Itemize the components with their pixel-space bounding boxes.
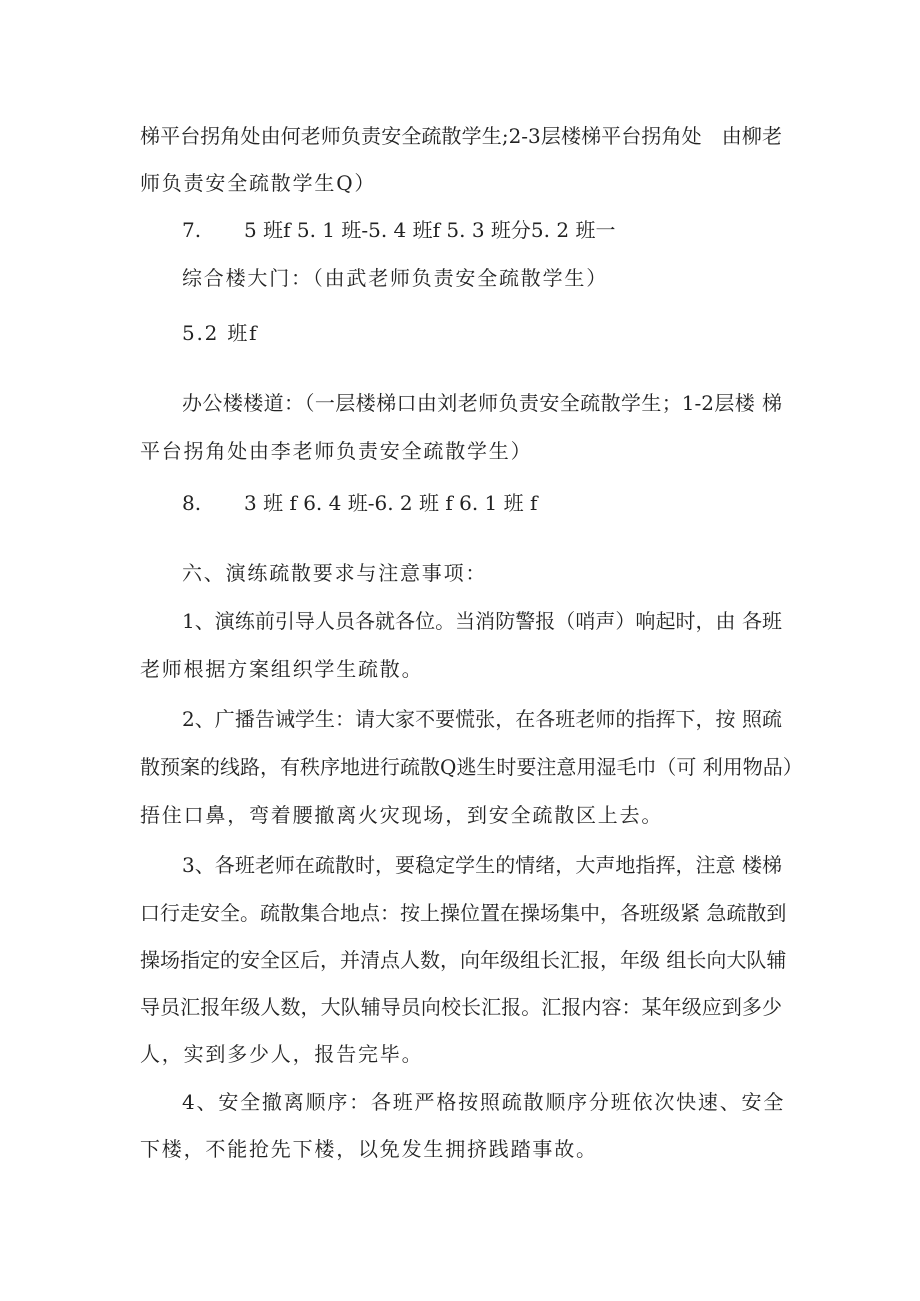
paragraph-line: 老师根据方案组织学生疏散。 <box>140 657 424 681</box>
paragraph-line: 5.2 班f <box>182 321 259 345</box>
paragraph-line: 操场指定的安全区后，并清点人数，向年级组长汇报，年级 组长向大队辅 <box>140 948 787 972</box>
paragraph-line: 办公楼楼道：（一层楼梯口由刘老师负责安全疏散学生；1-2层楼 梯 <box>182 391 782 415</box>
paragraph-line: 口行走安全。疏散集合地点：按上操位置在操场集中，各班级紧 急疏散到 <box>140 901 787 925</box>
section-heading: 六、演练疏散要求与注意事项： <box>182 561 488 585</box>
paragraph-line: 平台拐角处由李老师负责安全疏散学生） <box>140 439 533 463</box>
numbered-item-7 <box>182 216 615 244</box>
paragraph-line: 3、各班老师在疏散时，要稳定学生的情绪，大声地指挥，注意 楼梯 <box>182 853 782 877</box>
item-text: 3 班 f 6. 4 班-6. 2 班 f 6. 1 班 f <box>244 491 538 515</box>
item-text: 5 班f 5. 1 班-5. 4 班f 5. 3 班分5. 2 班一 <box>244 218 616 242</box>
paragraph-line: 捂住口鼻，弯着腰撤离火灾现场，到安全疏散区上去。 <box>140 803 664 827</box>
paragraph-line: 导员汇报年级人数，大队辅导员向校长汇报。汇报内容：某年级应到多少 <box>140 995 782 1019</box>
paragraph-line: 综合楼大门：（由武老师负责安全疏散学生） <box>182 266 608 290</box>
paragraph-line: 散预案的线路，有秩序地进行疏散Q逃生时要注意用湿毛巾（可 利用物品） <box>140 755 803 779</box>
paragraph-line: 下楼，不能抢先下楼，以免发生拥挤践踏事故。 <box>140 1137 598 1161</box>
paragraph-line: 1、演练前引导人员各就各位。当消防警报（哨声）响起时，由 各班 <box>182 609 782 633</box>
numbered-item-8 <box>182 489 537 517</box>
paragraph-line: 2、广播告诫学生：请大家不要慌张，在各班老师的指挥下，按 照疏 <box>182 707 782 731</box>
paragraph-line: 4、安全撤离顺序：各班严格按照疏散顺序分班依次快速、安全 <box>182 1090 786 1114</box>
paragraph-line: 人，实到多少人，报告完毕。 <box>140 1042 424 1066</box>
paragraph-line: 梯平台拐角处由何老师负责安全疏散学生;2-3层楼梯平台拐角处 由柳老 <box>140 124 782 148</box>
item-number: 7. <box>182 218 202 242</box>
item-number: 8. <box>182 491 202 515</box>
paragraph-line: 师负责安全疏散学生Q） <box>140 171 377 195</box>
